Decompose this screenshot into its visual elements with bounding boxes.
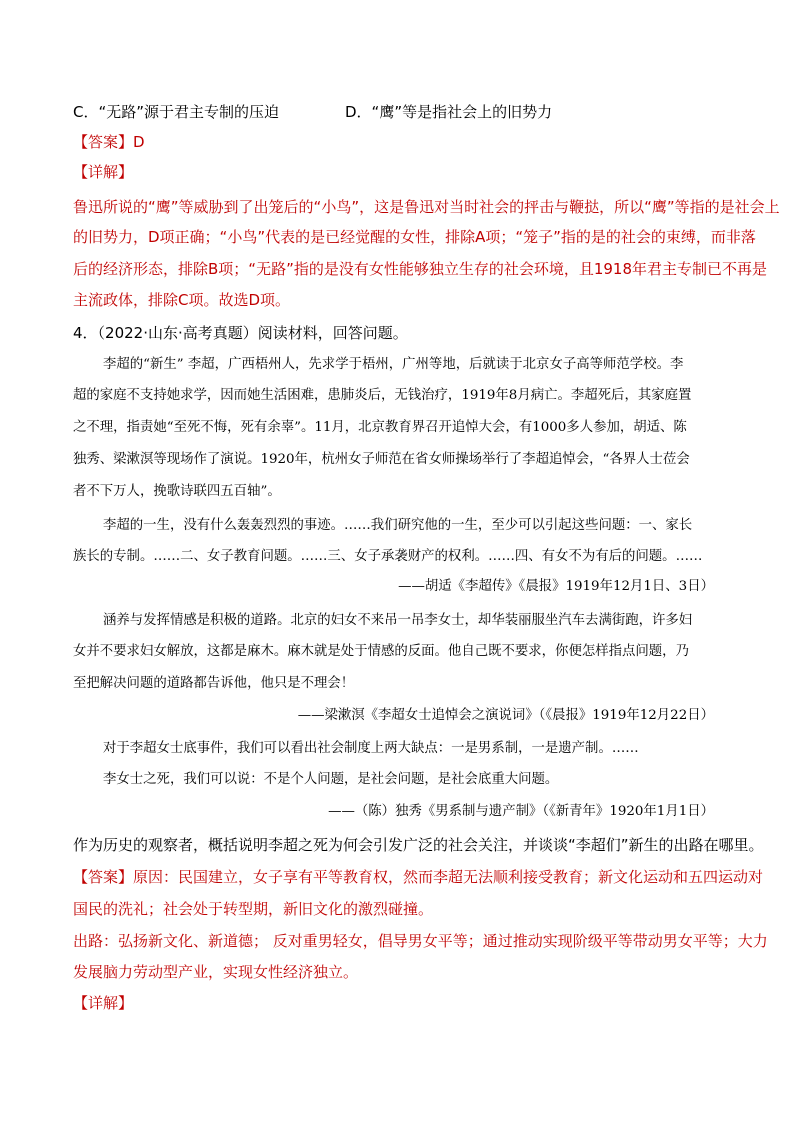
answer-reason-line: 原因：民国建立，女子享有平等教育权，然而李超无法顺利接受教育；新文化运动和五四运动对 bbox=[133, 868, 764, 886]
answer-row bbox=[73, 131, 145, 153]
material-line: 涵养与发挥情感是积极的道路。北京的妇女不来吊一吊李女士，却华装丽服坐汽车去满街跑，许多妇 bbox=[103, 613, 693, 628]
material-line: 女并不要求妇女解放，这都是麻木。麻木就是处于情感的反面。他自己既不要求，你便怎样指点问题，乃 bbox=[73, 644, 689, 659]
source-citation: ——胡适《李超传》《晨报》1919年12月1日、3日） bbox=[398, 579, 714, 594]
detail-label: 【详解】 bbox=[73, 163, 134, 181]
detail-line: 的旧势力，D项正确；“小鸟”代表的是已经觉醒的女性，排除A项；“笼子”指的是的社会的束缚，而非落 bbox=[73, 228, 756, 246]
source-citation: ——梁漱溟《李超女士追悼会之演说词》（《晨报》1919年12月22日） bbox=[297, 708, 714, 723]
material-line: 对于李超女士底事件，我们可以看出社会制度上两大缺点：一是男系制，一是遗产制。…… bbox=[103, 741, 639, 756]
source-citation: ——（陈）独秀《男系制与遗产制》（《新青年》1920年1月1日） bbox=[328, 804, 714, 819]
material-line: 超的家庭不支持她求学，因而她生活困难，患肺炎后，无钱治疗，1919年8月病亡。李超死后，其家庭置 bbox=[73, 388, 692, 403]
answer-value: D bbox=[133, 133, 145, 151]
answer-label: 【答案】 bbox=[73, 868, 134, 886]
material-line: 之不理，指责她“至死不悔，死有余辜”。11月，北京教育界召开追悼大会，有1000多人参加，胡适、陈 bbox=[73, 420, 687, 435]
material-line: 李超的一生，没有什么轰轰烈烈的事迹。……我们研究他的一生，至少可以引起这些问题：一、家长 bbox=[103, 518, 693, 533]
material-line: 李超的“新生” 李超，广西梧州人，先求学于梧州，广州等地，后就读于北京女子高等师范学校。李 bbox=[103, 357, 684, 372]
answer-label: 【答案】 bbox=[73, 133, 134, 151]
material-line: 李女士之死，我们可以说：不是个人问题，是社会问题，是社会底重大问题。 bbox=[103, 772, 559, 787]
detail-line: 主流政体，排除C项。故选D项。 bbox=[73, 291, 291, 309]
answer-path-line: 出路：弘扬新文化、新道德； 反对重男轻女，倡导男女平等；通过推动实现阶级平等带动男女平等；大力 bbox=[73, 932, 768, 950]
answer-reason-line: 国民的洗礼；社会处于转型期，新旧文化的激烈碰撞。 bbox=[73, 900, 434, 918]
option-d: D．“鹰”等是指社会上的旧势力 bbox=[345, 103, 553, 121]
detail-label: 【详解】 bbox=[73, 994, 134, 1012]
material-line: 者不下万人，挽歌诗联四五百轴”。 bbox=[73, 484, 281, 499]
question-prompt: 作为历史的观察者，概括说明李超之死为何会引发广泛的社会关注，并谈谈“李超们”新生的出路在哪里。 bbox=[73, 836, 764, 854]
option-c: C．“无路”源于君主专制的压迫 bbox=[73, 103, 280, 121]
detail-line: 鲁迅所说的“鹰”等威胁到了出笼后的“小鸟”，这是鲁迅对当时社会的抨击与鞭挞，所以“鹰”等指的是社会上 bbox=[73, 198, 780, 216]
material-line: 独秀、梁漱溟等现场作了演说。1920年，杭州女子师范在省女师操场举行了李超追悼会，“各界人士莅会 bbox=[73, 452, 690, 467]
answer-path-line: 发展脑力劳动型产业，实现女性经济独立。 bbox=[73, 963, 359, 981]
detail-line: 后的经济形态，排除B项；“无路”指的是没有女性能够独立生存的社会环境，且1918年君主专制已不再是 bbox=[73, 260, 768, 278]
material-line: 至把解决问题的道路都告诉他，他只是不理会！ bbox=[73, 676, 355, 691]
answer-row bbox=[73, 866, 763, 888]
material-line: 族长的专制。……二、女子教育问题。……三、女子承袭财产的权利。……四、有女不为有后的问题。…… bbox=[73, 549, 703, 564]
question-stem: 4．（2022·山东·高考真题）阅读材料，回答问题。 bbox=[73, 324, 408, 342]
